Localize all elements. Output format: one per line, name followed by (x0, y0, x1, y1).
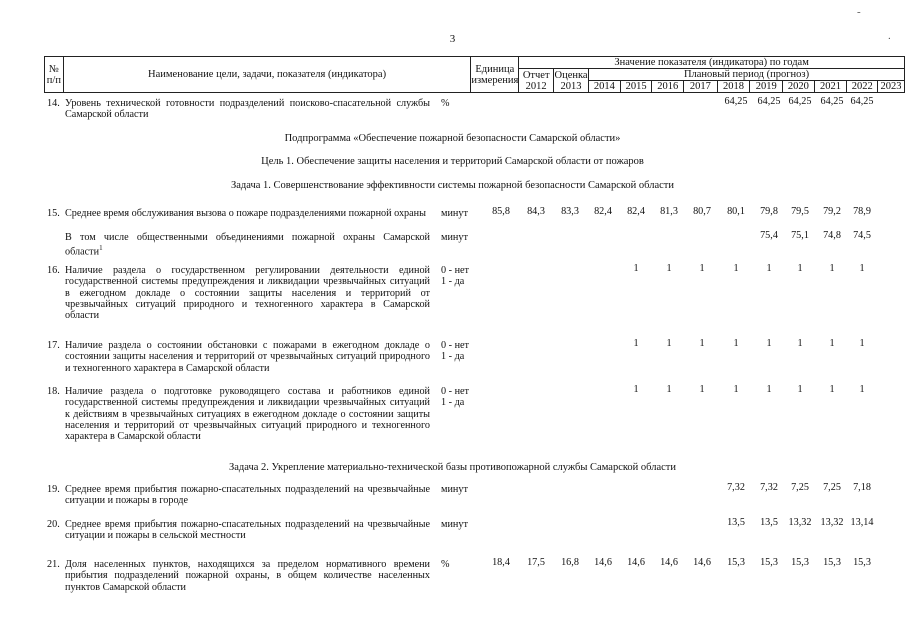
header-year: 2023 (878, 81, 905, 93)
row-value: 75,4 (760, 230, 778, 241)
row-value: 1 (797, 263, 803, 274)
row-value: 75,1 (791, 230, 809, 241)
row-value: 1 (766, 338, 772, 349)
row-value: 79,5 (791, 206, 809, 217)
header-year: 2018 (717, 81, 750, 93)
row-value: 1 (829, 384, 835, 395)
row-unit: 0 - нет 1 - да (441, 340, 470, 363)
header-name: Наименование цели, задачи, показателя (индикатора) (63, 57, 471, 93)
row-value: 1 (666, 338, 672, 349)
row-value: 1 (766, 263, 772, 274)
row-value: 7,32 (760, 482, 778, 493)
row-name (65, 519, 430, 542)
page-number: 3 (449, 33, 456, 45)
row-value: 15,3 (823, 557, 841, 568)
row-unit: % (441, 98, 450, 109)
row-value: 1 (699, 338, 705, 349)
row-name-text: В том числе общественными объединениями пожарной охраны Самарской области (65, 232, 430, 258)
row-number: 14. (47, 98, 60, 109)
header-year: 2017 (684, 81, 718, 93)
row-value: 85,8 (492, 206, 510, 217)
row-value: 1 (699, 263, 705, 274)
goal-title: Цель 1. Обеспечение защиты населения и территорий Самарской области от пожаров (261, 156, 644, 167)
row-value: 80,7 (693, 206, 711, 217)
row-value: 1 (633, 338, 639, 349)
row-value: 18,4 (492, 557, 510, 568)
row-value: 82,4 (627, 206, 645, 217)
table-header (44, 56, 905, 93)
row-unit: 0 - нет 1 - да (441, 265, 470, 288)
row-value: 1 (829, 263, 835, 274)
row-value: 1 (733, 263, 739, 274)
header-values-group: Значение показателя (индикатора) по годам (519, 57, 905, 69)
header-estimate: Оценка 2013 (554, 69, 588, 92)
row-value: 16,8 (561, 557, 579, 568)
row-value: 7,32 (727, 482, 745, 493)
row-value: 13,14 (850, 517, 874, 528)
task1-title: Задача 1. Совершенствование эффективности системы пожарной безопасности Самарской области (230, 180, 675, 191)
row-unit: минут (441, 519, 468, 530)
row-value: 1 (797, 384, 803, 395)
row-value: 74,8 (823, 230, 841, 241)
row-value: 14,6 (627, 557, 645, 568)
row-number: 17. (47, 340, 60, 351)
row-value: 1 (666, 384, 672, 395)
row-number: 16. (47, 265, 60, 276)
header-year: 2022 (847, 81, 878, 93)
row-name-text: Среднее время обслуживания вызова о пожаре подразделениями пожарной охраны (65, 208, 426, 219)
row-value: 1 (733, 338, 739, 349)
row-value: 15,3 (760, 557, 778, 568)
row-name (65, 265, 430, 321)
row-value: 7,25 (791, 482, 809, 493)
row-value: 81,3 (660, 206, 678, 217)
row-value: 82,4 (594, 206, 612, 217)
header-year: 2014 (589, 81, 621, 93)
row-value: 1 (633, 384, 639, 395)
row-value: 74,5 (853, 230, 871, 241)
row-value: 64,25 (724, 96, 748, 107)
row-unit: минут (441, 208, 468, 219)
row-unit: 0 - нет 1 - да (441, 386, 470, 409)
row-value: 1 (766, 384, 772, 395)
row-name (65, 232, 430, 258)
row-name-text: Доля населенных пунктов, находящихся за пределом нормативного времени прибытия подразделений пожарной охраны, в общем количестве населенных пунктов Самарской области (65, 559, 430, 593)
row-value: 17,5 (527, 557, 545, 568)
row-unit: минут (441, 484, 468, 495)
row-value: 1 (666, 263, 672, 274)
row-value: 1 (699, 384, 705, 395)
row-number: 18. (47, 386, 60, 397)
row-unit: минут (441, 232, 468, 243)
row-value: 80,1 (727, 206, 745, 217)
subprogram-title: Подпрограмма «Обеспечение пожарной безопасности Самарской области» (284, 133, 621, 144)
row-value: 1 (859, 338, 865, 349)
header-year: 2020 (783, 81, 815, 93)
row-name (65, 340, 430, 374)
row-value: 1 (797, 338, 803, 349)
row-value: 64,25 (788, 96, 812, 107)
row-value: 14,6 (594, 557, 612, 568)
row-value: 1 (829, 338, 835, 349)
row-name (65, 98, 430, 121)
row-value: 13,32 (788, 517, 812, 528)
corner-mark: . (888, 30, 891, 42)
row-number: 15. (47, 208, 60, 219)
row-value: 84,3 (527, 206, 545, 217)
header-year: 2015 (620, 81, 652, 93)
row-value: 7,25 (823, 482, 841, 493)
row-value: 83,3 (561, 206, 579, 217)
row-name-text: Наличие раздела о состоянии обстановки с пожарами в ежегодном докладе о состоянии защиты населения и территорий от чрезвычайных ситуаций природного и техногенного характера в Самарской области (65, 340, 430, 374)
row-name-text: Уровень технической готовности подразделений поисково-спасательной службы Самарской области (65, 98, 430, 121)
header-year: 2019 (750, 81, 783, 93)
header-plan: Плановый период (прогноз) (589, 69, 905, 81)
row-value: 13,5 (760, 517, 778, 528)
row-value: 13,5 (727, 517, 745, 528)
row-value: 1 (859, 384, 865, 395)
row-name-text: Наличие раздела о государственном регулировании деятельности единой государственной системы предупреждения и ликвидации чрезвычайных ситуаций в ежегодном докладе о состоянии защиты населения и территорий от чрезвычайных ситуаций природного и техногенного характера в Самарской области (65, 265, 430, 322)
row-value: 64,25 (850, 96, 874, 107)
row-value: 64,25 (820, 96, 844, 107)
header-report: Отчет 2012 (519, 69, 554, 93)
row-value: 14,6 (660, 557, 678, 568)
row-value: 15,3 (727, 557, 745, 568)
row-value: 15,3 (853, 557, 871, 568)
row-value: 15,3 (791, 557, 809, 568)
row-value: 79,8 (760, 206, 778, 217)
header-year: 2016 (652, 81, 684, 93)
task2-title: Задача 2. Укрепление материально-технической базы противопожарной службы Самарской области (228, 462, 677, 473)
row-value: 1 (633, 263, 639, 274)
header-year: 2021 (814, 81, 847, 93)
row-name (65, 559, 430, 593)
row-number: 19. (47, 484, 60, 495)
row-name (65, 208, 430, 219)
row-value: 1 (733, 384, 739, 395)
row-number: 21. (47, 559, 60, 570)
row-name-text: Среднее время прибытия пожарно-спасательных подразделений на чрезвычайные ситуации и пожары в городе (65, 484, 430, 507)
row-name (65, 386, 430, 442)
row-number: 20. (47, 519, 60, 530)
row-value: 7,18 (853, 482, 871, 493)
header-no: № п/п (45, 57, 64, 93)
footnote-mark: 1 (99, 244, 103, 253)
row-value: 64,25 (757, 96, 781, 107)
row-value: 13,32 (820, 517, 844, 528)
row-name (65, 484, 430, 507)
row-unit: % (441, 559, 450, 570)
row-value: 14,6 (693, 557, 711, 568)
header-unit: Единица измерения (471, 57, 519, 93)
row-value: 1 (859, 263, 865, 274)
row-name-text: Наличие раздела о подготовке руководящего состава и работников единой государственной системы предупреждения и ликвидации чрезвычайных ситуаций к действиям в чрезвычайных ситуациях в ежегодном докладе о состоянии защиты населения и территорий от чрезвычайных ситуаций природного и техногенного характера в Самарской области (65, 386, 430, 443)
row-value: 78,9 (853, 206, 871, 217)
row-value: 79,2 (823, 206, 841, 217)
row-name-text: Среднее время прибытия пожарно-спасательных подразделений на чрезвычайные ситуации и пожары в сельской местности (65, 519, 430, 542)
corner-mark: - (857, 6, 861, 18)
